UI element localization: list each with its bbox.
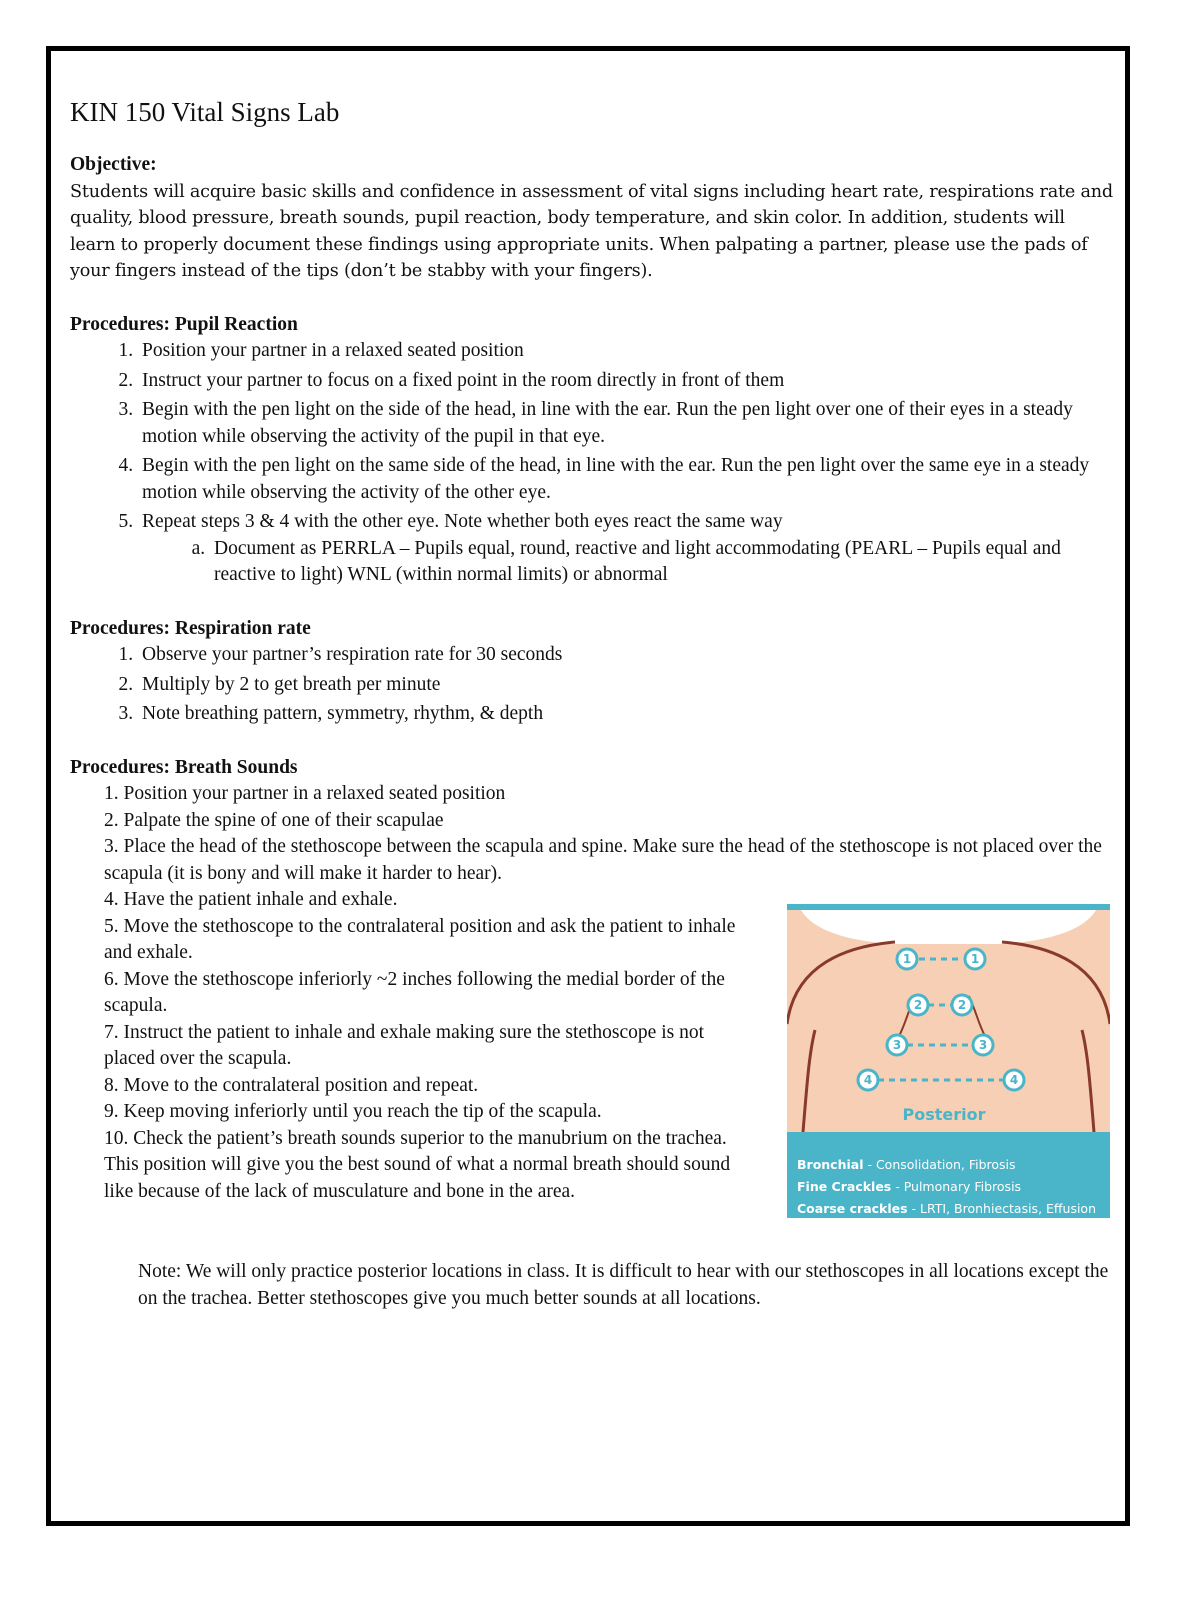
list-item: 1. Observe your partner’s respiration rate for 30 seconds (138, 642, 1115, 669)
respiration-heading: Procedures: Respiration rate (70, 617, 311, 639)
breath-heading: Procedures: Breath Sounds (70, 756, 298, 778)
list-item: 3. Place the head of the stethoscope between the scapula and spine. Make sure the head of the stethoscope is not placed over the scapula (it is bony and will make it harder to hear). (104, 836, 1102, 884)
list-item: 5. Move the stethoscope to the contralateral position and ask the patient to inhale and exhale. (104, 915, 736, 963)
list-item: 9. Keep moving inferiorly until you reach the tip of the scapula. (104, 1101, 602, 1122)
list-item: 3. Note breathing pattern, symmetry, rhythm, & depth (138, 701, 1115, 728)
torso-shape (787, 910, 1110, 1132)
list-item: a. Document as PERRLA – Pupils equal, round, reactive and light accommodating (PEARL – Pupils equal and reactive to light) WNL (within normal limits) or abnormal (210, 536, 1115, 589)
legend-item (797, 1179, 1021, 1194)
legend-term: Bronchial (797, 1157, 864, 1172)
list-item: 1. Position your partner in a relaxed seated position (104, 783, 506, 804)
legend-desc: - Consolidation, Fibrosis (863, 1157, 1016, 1172)
legend-item (797, 1157, 1016, 1172)
marker-label: 4 (1009, 1073, 1019, 1087)
page-title: KIN 150 Vital Signs Lab (70, 97, 340, 127)
pupil-heading: Procedures: Pupil Reaction (70, 313, 298, 335)
list-item: 2. Multiply by 2 to get breath per minute (138, 672, 1115, 699)
list-item: 4. Begin with the pen light on the same side of the head, in line with the ear. Run the pen light over the same eye in a steady motion while observing the activity of the other eye. (138, 453, 1115, 506)
class-note: Note: We will only practice posterior locations in class. It is difficult to hear with our stethoscopes in all locations except the on the trachea. Better stethoscopes give you much better sounds at all locations. (138, 1261, 1109, 1309)
list-item: 3. Begin with the pen light on the side of the head, in line with the ear. Run the pen light over one of their eyes in a steady motion while observing the activity of the pupil in that eye. (138, 397, 1115, 450)
marker-label: 1 (902, 952, 912, 966)
list-item: 4. Have the patient inhale and exhale. (104, 889, 398, 910)
pupil-steps (70, 338, 1115, 589)
list-item: 1. Position your partner in a relaxed seated position (138, 338, 1115, 365)
list-item: 2. Palpate the spine of one of their scapulae (104, 809, 444, 831)
posterior-diagram (787, 904, 1110, 1218)
list-item: 10. Check the patient’s breath sounds superior to the manubrium on the trachea. This position will give you the best sound of what a normal breath should sound like because of the lack of musculature and bone in the area. (104, 1127, 731, 1202)
marker-label: 2 (913, 998, 923, 1012)
list-item: 2. Instruct your partner to focus on a fixed point in the room directly in front of them (138, 368, 1115, 395)
objective-text: Students will acquire basic skills and confidence in assessment of vital signs including heart rate, respirations rate and quality, blood pressure, breath sounds, pupil reaction, body temperature, and skin color. In addition, students will learn to properly document these findings using appropriate units. When palpating a partner, please use the pads of your fingers instead of the tips (don’t be stabby with your fingers). (70, 181, 1113, 281)
posterior-auscultation-figure (787, 904, 1110, 1218)
pupil-substeps (142, 536, 1115, 589)
pupil-section (70, 312, 1115, 589)
marker-label: 3 (978, 1038, 988, 1052)
list-item: 7. Instruct the patient to inhale and exhale making sure the stethoscope is not placed over the scapula. (104, 1021, 705, 1069)
marker-label: 3 (892, 1038, 902, 1052)
posterior-label: Posterior (902, 1105, 986, 1124)
list-item-text: Repeat steps 3 & 4 with the other eye. Note whether both eyes react the same way (142, 511, 783, 532)
legend-term: Coarse crackles (797, 1201, 908, 1216)
respiration-steps (70, 642, 1115, 728)
top-bar (787, 904, 1110, 910)
respiration-section (70, 616, 1115, 728)
legend-desc: - LRTI, Bronhiectasis, Effusion (907, 1201, 1097, 1216)
legend-desc: - Pulmonary Fibrosis (891, 1179, 1022, 1194)
marker-label: 1 (970, 952, 980, 966)
marker-label: 2 (957, 998, 967, 1012)
list-item: 8. Move to the contralateral position and repeat. (104, 1074, 479, 1096)
marker-label: 4 (863, 1073, 873, 1087)
legend-item (797, 1201, 1096, 1216)
list-item: 6. Move the stethoscope inferiorly ~2 inches following the medial border of the scapula. (104, 968, 725, 1016)
legend-term: Fine Crackles (797, 1179, 892, 1194)
list-item (138, 509, 1115, 589)
objective-heading: Objective: (70, 154, 157, 175)
